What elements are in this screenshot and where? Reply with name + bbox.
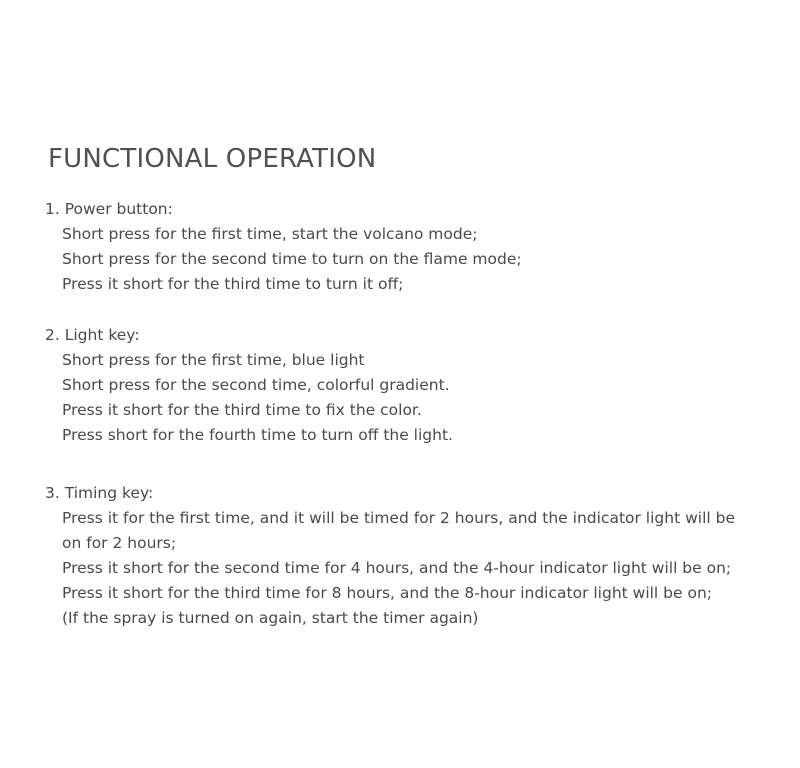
section-light-key	[45, 323, 765, 448]
instruction-line: (If the spray is turned on again, start the timer again)	[62, 609, 479, 627]
section-timing-key	[45, 481, 765, 631]
instruction-line: Press it short for the third time for 8 hours, and the 8-hour indicator light will be on;	[62, 584, 713, 602]
instruction-line: on for 2 hours;	[62, 534, 177, 552]
instruction-line: Press short for the fourth time to turn off the light.	[62, 426, 453, 444]
instruction-line: Press it for the first time, and it will be timed for 2 hours, and the indicator light will be	[62, 509, 735, 527]
instruction-line: Short press for the first time, blue light	[62, 351, 365, 369]
section-heading: 1. Power button:	[45, 200, 173, 218]
instruction-line: Short press for the second time to turn on the flame mode;	[62, 250, 522, 268]
section-heading: 2. Light key:	[45, 326, 140, 344]
instruction-line: Press it short for the second time for 4 hours, and the 4-hour indicator light will be on;	[62, 559, 732, 577]
page-title: FUNCTIONAL OPERATION	[48, 144, 377, 174]
section-power-button	[45, 197, 765, 297]
instruction-line: Press it short for the third time to fix the color.	[62, 401, 422, 419]
instruction-line: Press it short for the third time to turn it off;	[62, 275, 404, 293]
section-heading: 3. Timing key:	[45, 484, 154, 502]
instruction-line: Short press for the first time, start the volcano mode;	[62, 225, 478, 243]
instruction-line: Short press for the second time, colorful gradient.	[62, 376, 450, 394]
